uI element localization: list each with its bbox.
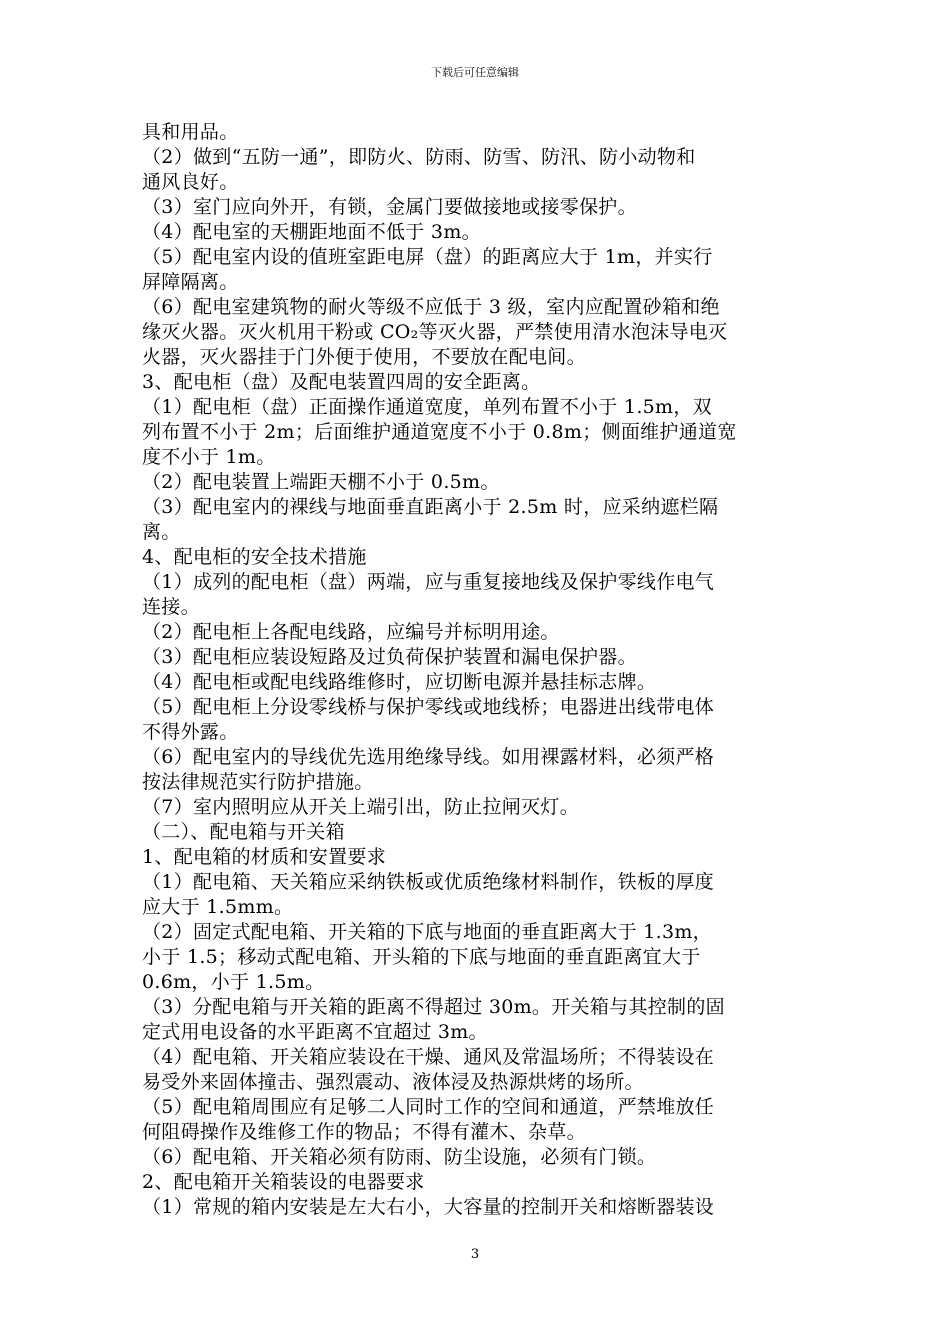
text-line: （2）固定式配电箱、开关箱的下底与地面的垂直距离大于 1.3m，	[142, 921, 712, 943]
text-line: （3）分配电箱与开关箱的距离不得超过 30m。开关箱与其控制的固	[142, 996, 725, 1018]
text-line: （1）成列的配电柜（盘）两端，应与重复接地线及保护零线作电气	[142, 571, 715, 593]
text-line: 具和用品。	[142, 121, 239, 143]
text-line: 离。	[142, 521, 181, 543]
text-line: （5）配电箱周围应有足够二人同时工作的空间和通道，严禁堆放任	[142, 1096, 715, 1118]
text-line: 度不小于 1m。	[142, 446, 276, 468]
text-line: 通风良好。	[142, 171, 239, 193]
text-line: 定式用电设备的水平距离不宜超过 3m。	[142, 1021, 488, 1043]
text-line: （4）配电箱、开关箱应装设在干燥、通风及常温场所；不得装设在	[142, 1046, 715, 1068]
text-line: 何阻碍操作及维修工作的物品；不得有灌木、杂草。	[142, 1121, 586, 1143]
text-line: 列布置不小于 2m；后面维护通道宽度不小于 0.8m；侧面维护通道宽	[142, 421, 737, 443]
text-line: （6）配电箱、开关箱必须有防雨、防尘设施，必须有门锁。	[142, 1146, 657, 1168]
page-number: 3	[470, 1247, 480, 1262]
text-line: 不得外露。	[142, 721, 239, 743]
text-line: （5）配电柜上分设零线桥与保护零线或地线桥；电器进出线带电体	[142, 696, 715, 718]
page-header: 下载后可任意编辑	[431, 66, 519, 79]
text-line: （1）配电柜（盘）正面操作通道宽度，单列布置不小于 1.5m，双	[142, 396, 712, 418]
text-line: 0.6m，小于 1.5m。	[142, 971, 325, 993]
text-line: （6）配电室内的导线优先选用绝缘导线。如用裸露材料，必须严格	[142, 746, 715, 768]
text-line: 1、配电箱的材质和安置要求	[142, 846, 386, 868]
text-line: 火器，灭火器挂于门外便于使用，不要放在配电间。	[142, 346, 586, 368]
text-line: （2）配电柜上各配电线路，应编号并标明用途。	[142, 621, 560, 643]
text-line: （7）室内照明应从开关上端引出，防止拉闸灭灯。	[142, 796, 579, 818]
text-line: 4、配电柜的安全技术措施	[142, 546, 367, 568]
text-line: （1）常规的箱内安装是左大右小，大容量的控制开关和熔断器装设	[142, 1196, 715, 1218]
text-line: （1）配电箱、天关箱应采纳铁板或优质绝缘材料制作，铁板的厚度	[142, 871, 715, 893]
text-line: 应大于 1.5mm。	[142, 896, 294, 918]
text-line: 小于 1.5；移动式配电箱、开头箱的下底与地面的垂直距离宜大于	[142, 946, 701, 968]
text-line: （2）做到“五防一通”，即防火、防雨、防雪、防汛、防小动物和	[142, 146, 696, 168]
text-line: （5）配电室内设的值班室距电屏（盘）的距离应大于 1m，并实行	[142, 246, 713, 268]
text-line: 2、配电箱开关箱装设的电器要求	[142, 1171, 425, 1193]
text-line: 易受外来固体撞击、强烈震动、液体浸及热源烘烤的场所。	[142, 1071, 644, 1093]
text-line: （3）配电室内的裸线与地面垂直距离小于 2.5m 时，应采纳遮栏隔	[142, 496, 719, 518]
text-line: 3、配电柜（盘）及配电装置四周的安全距离。	[142, 371, 541, 393]
text-line: （4）配电柜或配电线路维修时，应切断电源并悬挂标志牌。	[142, 671, 657, 693]
text-line: 屏障隔离。	[142, 271, 239, 293]
text-line: 连接。	[142, 596, 200, 618]
text-line: 缘灭火器。灭火机用干粉或 CO₂等灭火器，严禁使用清水泡沫导电灭	[142, 321, 728, 343]
text-line: （3）室门应向外开，有锁，金属门要做接地或接零保护。	[142, 196, 637, 218]
text-line: （二）、配电箱与开关箱	[142, 821, 345, 843]
text-line: （4）配电室的天棚距地面不低于 3m。	[142, 221, 481, 243]
text-line: 按法律规范实行防护措施。	[142, 771, 374, 793]
text-line: （6）配电室建筑物的耐火等级不应低于 3 级，室内应配置砂箱和绝	[142, 296, 720, 318]
text-line: （3）配电柜应装设短路及过负荷保护装置和漏电保护器。	[142, 646, 637, 668]
text-line: （2）配电装置上端距天棚不小于 0.5m。	[142, 471, 500, 493]
document-body	[142, 120, 814, 1220]
